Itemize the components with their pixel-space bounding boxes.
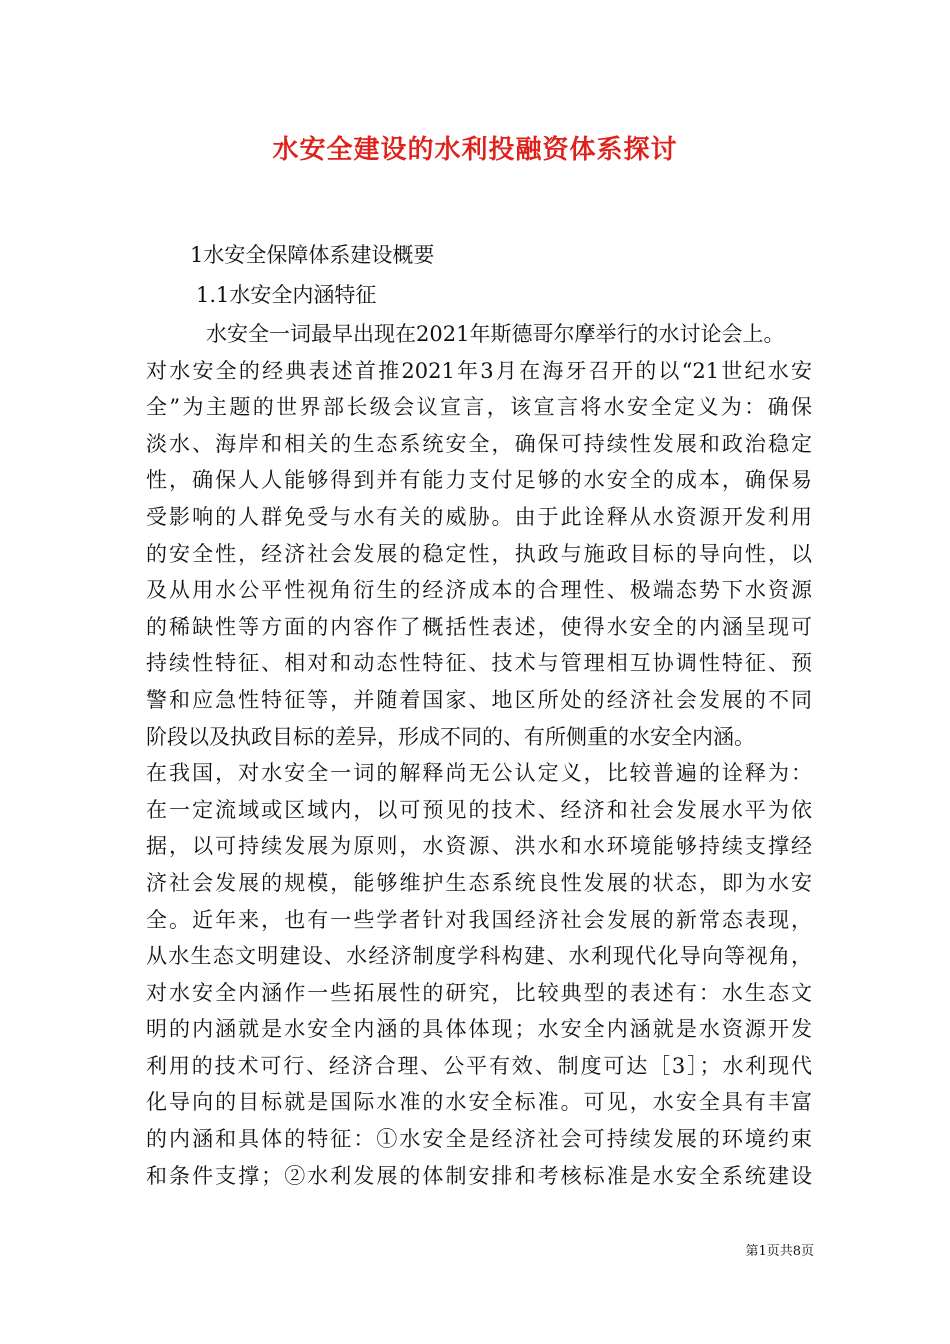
body-line: 利用的技术可行、经济合理、公平有效、制度可达［3］；水利现代 [146, 1053, 812, 1078]
body-line: 明的内涵就是水安全内涵的具体体现；水安全内涵就是水资源开发 [146, 1017, 812, 1042]
section-heading-1-1: 1.1水安全内涵特征 [196, 283, 377, 307]
body-line: 和条件支撑；②水利发展的体制安排和考核标准是水安全系统建设 [146, 1163, 812, 1188]
body-line: 淡水、海岸和相关的生态系统安全，确保可持续性发展和政治稳定 [146, 431, 812, 456]
body-line: 的安全性，经济社会发展的稳定性，执政与施政目标的导向性，以 [146, 541, 812, 566]
body-line: 受影响的人群免受与水有关的威胁。由于此诠释从水资源开发利用 [146, 504, 812, 529]
page-number-footer: 第1页共8页 [745, 1244, 814, 1259]
document-title: 水安全建设的水利投融资体系探讨 [272, 135, 678, 165]
body-line: 性，确保人人能够得到并有能力支付足够的水安全的成本，确保易 [146, 468, 812, 493]
body-line: 全。近年来，也有一些学者针对我国经济社会发展的新常态表现， [146, 907, 812, 932]
body-line: 阶段以及执政目标的差异，形成不同的、有所侧重的水安全内涵。 [146, 724, 755, 749]
body-line: 的内涵和具体的特征：①水安全是经济社会可持续发展的环境约束 [146, 1127, 812, 1152]
section-heading-1: 1水安全保障体系建设概要 [190, 243, 435, 267]
body-line: 对水安全内涵作一些拓展性的研究，比较典型的表述有：水生态文 [146, 980, 812, 1005]
body-line: 全”为主题的世界部长级会议宣言，该宣言将水安全定义为：确保 [146, 395, 812, 420]
body-line: 警和应急性特征等，并随着国家、地区所处的经济社会发展的不同 [146, 687, 812, 712]
body-line: 从水生态文明建设、水经济制度学科构建、水利现代化导向等视角， [146, 944, 812, 969]
body-line: 在一定流域或区域内，以可预见的技术、经济和社会发展水平为依 [146, 797, 812, 822]
body-line: 水安全一词最早出现在2021年斯德哥尔摩举行的水讨论会上。 [206, 322, 785, 346]
body-line: 济社会发展的规模，能够维护生态系统良性发展的状态，即为水安 [146, 870, 812, 895]
body-line: 据，以可持续发展为原则，水资源、洪水和水环境能够持续支撑经 [146, 834, 812, 859]
body-paragraph [146, 316, 812, 1194]
body-line: 持续性特征、相对和动态性特征、技术与管理相互协调性特征、预 [146, 651, 812, 676]
body-line: 在我国，对水安全一词的解释尚无公认定义，比较普遍的诠释为： [146, 761, 812, 786]
body-line: 的稀缺性等方面的内容作了概括性表述，使得水安全的内涵呈现可 [146, 614, 812, 639]
body-line: 化导向的目标就是国际水准的水安全标准。可见，水安全具有丰富 [146, 1090, 812, 1115]
body-line: 及从用水公平性视角衍生的经济成本的合理性、极端态势下水资源 [146, 578, 812, 603]
body-line: 对水安全的经典表述首推2021年3月在海牙召开的以“21世纪水安 [146, 358, 812, 383]
